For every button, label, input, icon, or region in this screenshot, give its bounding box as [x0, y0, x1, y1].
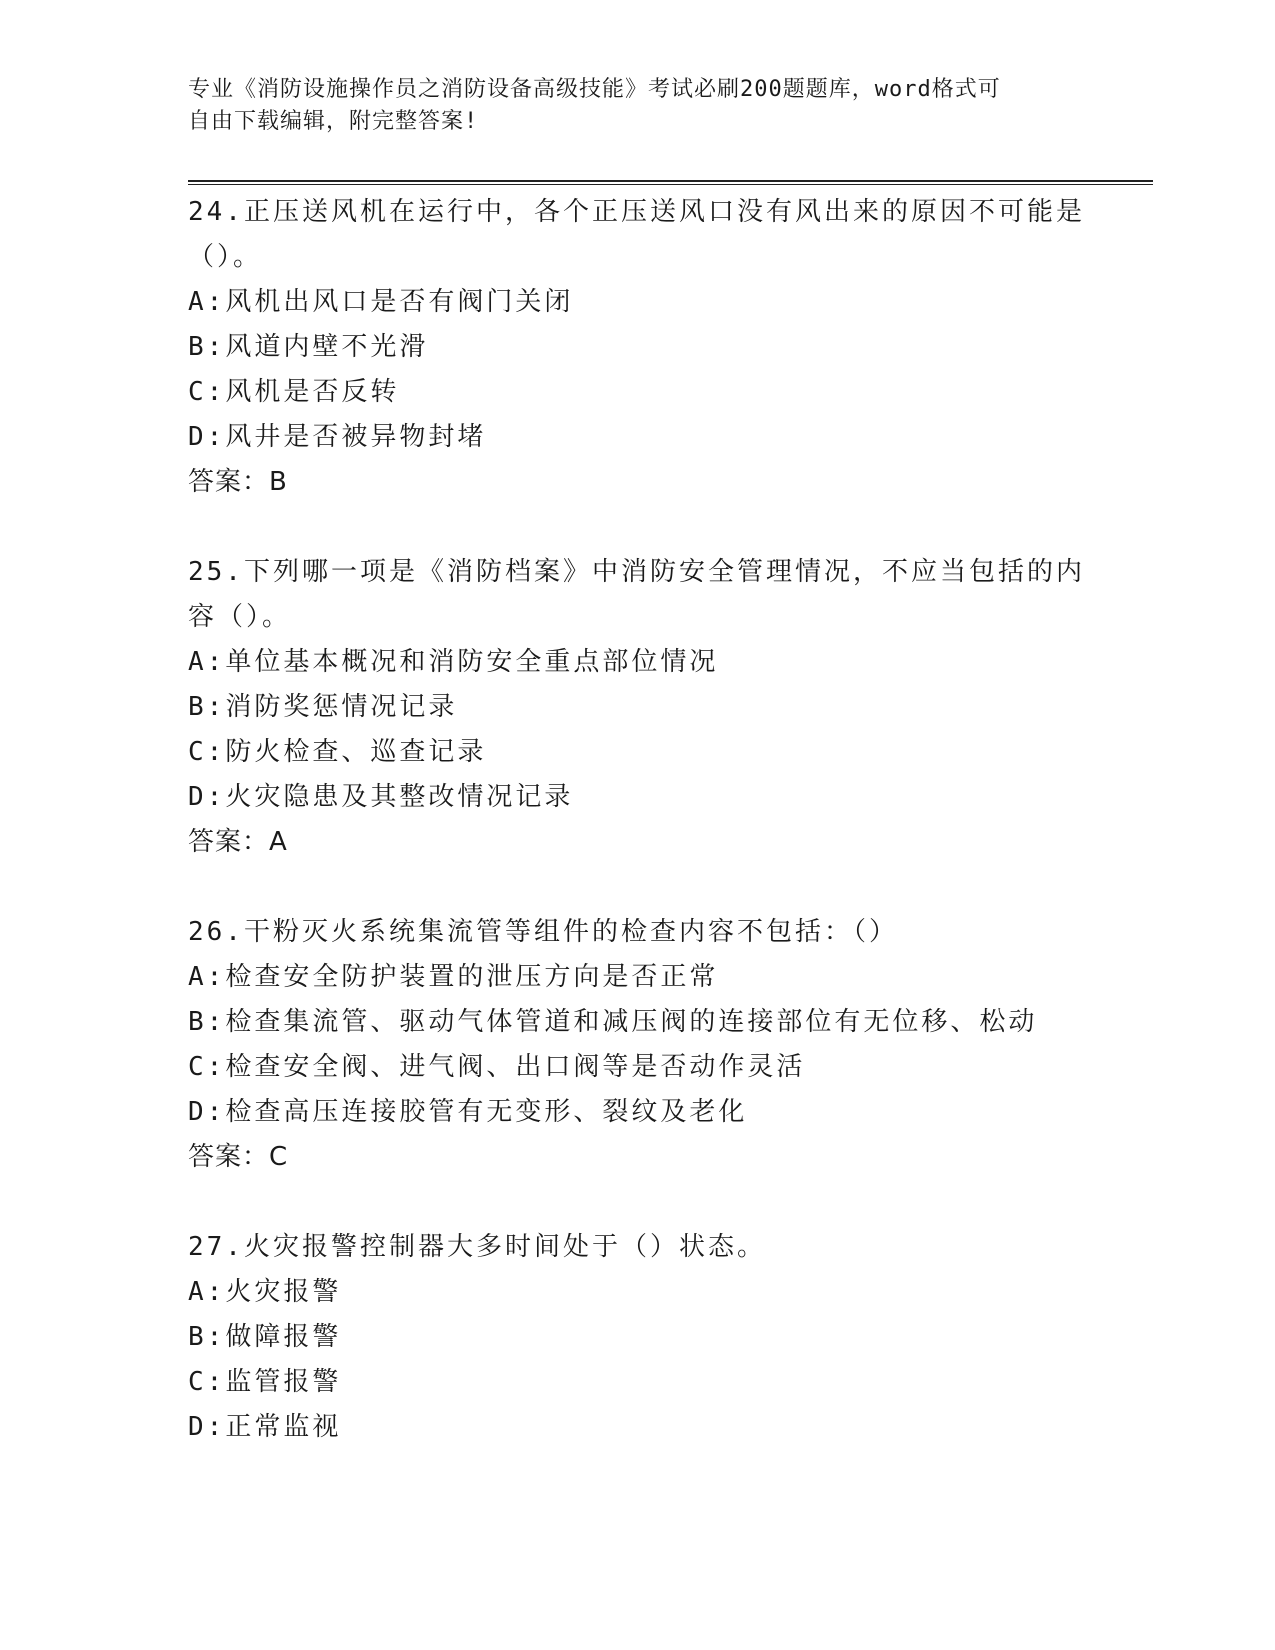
option-c	[188, 730, 1088, 775]
question-gap	[188, 505, 1088, 550]
option-b	[188, 325, 1088, 370]
option-a	[188, 955, 1088, 1000]
option-a	[188, 280, 1088, 325]
option-text: 检查安全防护装置的泄压方向是否正常	[225, 962, 719, 992]
option-c	[188, 370, 1088, 415]
question-27	[188, 1225, 1088, 1450]
option-letter: A:	[188, 962, 226, 992]
option-text: 风机出风口是否有阀门关闭	[225, 287, 574, 317]
option-letter: D:	[188, 782, 226, 812]
option-letter: B:	[188, 1007, 226, 1037]
option-text: 火灾隐患及其整改情况记录	[225, 782, 574, 812]
option-text: 消防奖惩情况记录	[225, 692, 458, 722]
option-letter: C:	[188, 1052, 226, 1082]
question-list	[188, 190, 1088, 1450]
header-line-1: 专业《消防设施操作员之消防设备高级技能》考试必刷200题题库，word格式可	[188, 77, 1001, 102]
document-header	[188, 74, 1088, 138]
option-letter: B:	[188, 1322, 226, 1352]
answer-text: 答案：A	[188, 827, 288, 857]
option-d	[188, 1090, 1088, 1135]
option-letter: A:	[188, 647, 226, 677]
option-letter: A:	[188, 287, 226, 317]
option-b	[188, 1000, 1088, 1045]
option-letter: D:	[188, 1097, 226, 1127]
option-c	[188, 1360, 1088, 1405]
answer-text: 答案：C	[188, 1142, 289, 1172]
question-stem: 24.正压送风机在运行中，各个正压送风口没有风出来的原因不可能是（）。	[188, 197, 1085, 272]
question-stem: 25.下列哪一项是《消防档案》中消防安全管理情况，不应当包括的内容（）。	[188, 557, 1085, 632]
option-text: 风道内壁不光滑	[225, 332, 429, 362]
option-letter: C:	[188, 737, 226, 767]
question-gap	[188, 865, 1088, 910]
option-text: 检查集流管、驱动气体管道和减压阀的连接部位有无位移、松动	[225, 1007, 1038, 1037]
question-gap	[188, 1180, 1088, 1225]
option-letter: D:	[188, 422, 226, 452]
option-c	[188, 1045, 1088, 1090]
option-text: 检查安全阀、进气阀、出口阀等是否动作灵活	[225, 1052, 806, 1082]
answer-text: 答案：B	[188, 467, 288, 497]
option-text: 火灾报警	[225, 1277, 342, 1307]
option-letter: D:	[188, 1412, 226, 1442]
option-letter: B:	[188, 692, 226, 722]
question-stem: 26.干粉灭火系统集流管等组件的检查内容不包括：（）	[188, 917, 898, 947]
option-text: 单位基本概况和消防安全重点部位情况	[225, 647, 719, 677]
question-stem: 27.火灾报警控制器大多时间处于（）状态。	[188, 1232, 766, 1262]
option-a	[188, 1270, 1088, 1315]
option-letter: A:	[188, 1277, 226, 1307]
header-line-2: 自由下载编辑，附完整答案!	[188, 109, 479, 134]
option-text: 监管报警	[225, 1367, 342, 1397]
question-24	[188, 190, 1088, 505]
option-d	[188, 415, 1088, 460]
option-text: 风机是否反转	[225, 377, 400, 407]
option-text: 风井是否被异物封堵	[225, 422, 487, 452]
option-text: 检查高压连接胶管有无变形、裂纹及老化	[225, 1097, 748, 1127]
option-letter: B:	[188, 332, 226, 362]
option-letter: C:	[188, 377, 226, 407]
option-text: 正常监视	[225, 1412, 342, 1442]
option-text: 防火检查、巡查记录	[225, 737, 487, 767]
option-d	[188, 775, 1088, 820]
option-b	[188, 685, 1088, 730]
option-letter: C:	[188, 1367, 226, 1397]
option-b	[188, 1315, 1088, 1360]
option-a	[188, 640, 1088, 685]
question-26	[188, 910, 1088, 1180]
header-divider	[188, 180, 1153, 185]
option-text: 做障报警	[225, 1322, 342, 1352]
question-25	[188, 550, 1088, 865]
option-d	[188, 1405, 1088, 1450]
